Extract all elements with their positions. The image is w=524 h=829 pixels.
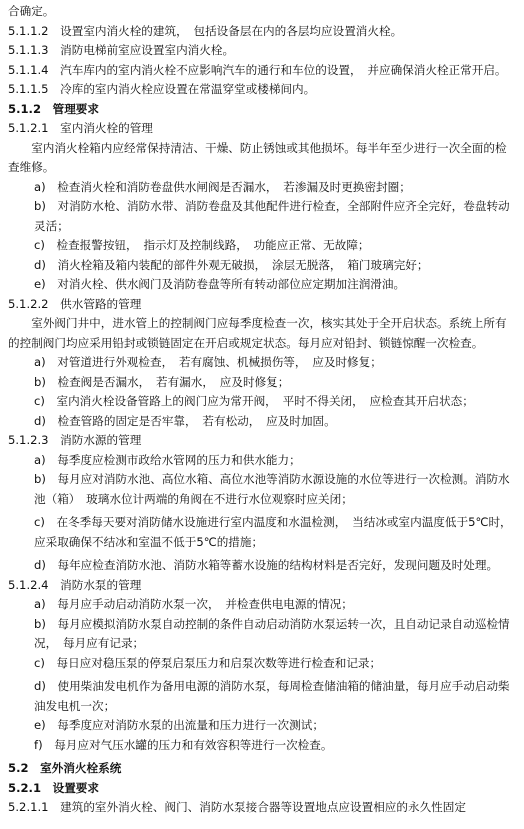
list-item: c) 室内消火栓设备管路上的阀门应为常开阀， 平时不得关闭， 应检查其开启状态； — [34, 394, 474, 408]
clause-5-1-1-4: 5.1.1.4 汽车库内的室内消火栓不应影响汽车的通行和车位的设置， 并应确保消火栓正常开启。 — [8, 62, 507, 77]
text-line: 合确定。 — [8, 4, 55, 18]
subheading-5-1-2-4: 5.1.2.4 消防水泵的管理 — [8, 577, 142, 592]
list-item: b) 检查阀是否漏水， 若有漏水， 应及时修复； — [34, 374, 290, 389]
subheading-5-1-2-1: 5.1.2.1 室内消火栓的管理 — [8, 121, 153, 135]
list-item: a) 检查消火栓和消防卷盘供水闸阀是否漏水， 若渗漏及时更换密封圈； — [34, 179, 411, 194]
list-item: d) 消火栓箱及箱内装配的部件外观无破损， 涂层无脱落， 箱门玻璃完好； — [34, 257, 429, 272]
list-item: d) 检查管路的固定是否牢靠， 若有松动， 应及时加固。 — [34, 413, 336, 428]
clause-5-2-1-1: 5.2.1.1 建筑的室外消火栓、阀门、消防水泵接合器等设置地点应设置相应的永久性固定 — [8, 800, 466, 814]
list-item: b) 每月应模拟消防水泵自动控制的条件自动启动消防水泵运转一次，且自动记录自动巡检情况， 每月应有记录； — [34, 616, 510, 650]
list-item: a) 每月应手动启动消防水泵一次， 并检查供电电源的情况； — [34, 597, 353, 611]
list-item: a) 每季度应检测市政给水管网的压力和供水能力； — [34, 452, 301, 467]
list-item: f) 每月应对气压水罐的压力和有效容积等进行一次检查。 — [34, 737, 333, 752]
list-item: c) 检查报警按钮， 指示灯及控制线路， 功能应正常、无故障； — [34, 238, 370, 252]
list-item: a) 对管道进行外观检查， 若有腐蚀、机械损伤等， 应及时修复； — [34, 355, 382, 369]
section-heading-5-2-1: 5.2.1 设置要求 — [8, 780, 99, 795]
paragraph: 室外阀门井中，进水管上的控制阀门应每季度检查一次，核实其处于全开启状态。系统上所有的控制阀门均应采用铅封或锁链固定在开启或规定状态。每月应对铅封、锁链惊醒一次检查。 — [8, 316, 507, 350]
subheading-5-1-2-2: 5.1.2.2 供水管路的管理 — [8, 296, 142, 311]
subheading-5-1-2-3: 5.1.2.3 消防水源的管理 — [8, 433, 142, 447]
list-item: b) 对消防水枪、消防水带、消防卷盘及其他配件进行检查，全部附件应齐全完好，卷盘转动灵活； — [34, 199, 510, 233]
section-heading-5-1-2: 5.1.2 管理要求 — [8, 101, 99, 116]
list-item: c) 在冬季每天要对消防储水设施进行室内温度和水温检测， 当结冰或室内温度低于5℃时， 应采取确保不结冰和室温不低于5℃的措施； — [34, 515, 518, 549]
list-item: d) 每年应检查消防水池、消防水箱等蓄水设施的结构材料是否完好，发现问题及时处理。 — [34, 558, 499, 572]
paragraph: 室内消火栓箱内应经常保持清洁、干燥、防止锈蚀或其他损坏。每半年至少进行一次全面的检查维修。 — [8, 140, 507, 174]
list-item: e) 每季度应对消防水泵的出流量和压力进行一次测试； — [34, 718, 324, 732]
list-item: e) 对消火栓、供水阀门及消防卷盘等所有转动部位应定期加注润滑油。 — [34, 277, 406, 291]
list-item: d) 使用柴油发电机作为备用电源的消防水泵，每周检查储油箱的储油量，每月应手动启动柴油发电机一次； — [34, 679, 510, 713]
clause-5-1-1-5: 5.1.1.5 冷库的室内消火栓应设置在常温穿堂或楼梯间内。 — [8, 82, 316, 96]
clause-5-1-1-2: 5.1.1.2 设置室内消火栓的建筑， 包括设备层在内的各层均应设置消火栓。 — [8, 23, 403, 38]
list-item: b) 每月应对消防水池、高位水箱、高位水池等消防水源设施的水位等进行一次检测。消防水池（箱） 玻璃水位计两端的角阀在不进行水位观察时应关闭； — [34, 472, 510, 506]
section-heading-5-2: 5.2 室外消火栓系统 — [8, 761, 122, 775]
list-item: c) 每日应对稳压泵的停泵启泵压力和启泵次数等进行检查和记录； — [34, 655, 382, 670]
clause-5-1-1-3: 5.1.1.3 消防电梯前室应设置室内消火栓。 — [8, 43, 235, 57]
